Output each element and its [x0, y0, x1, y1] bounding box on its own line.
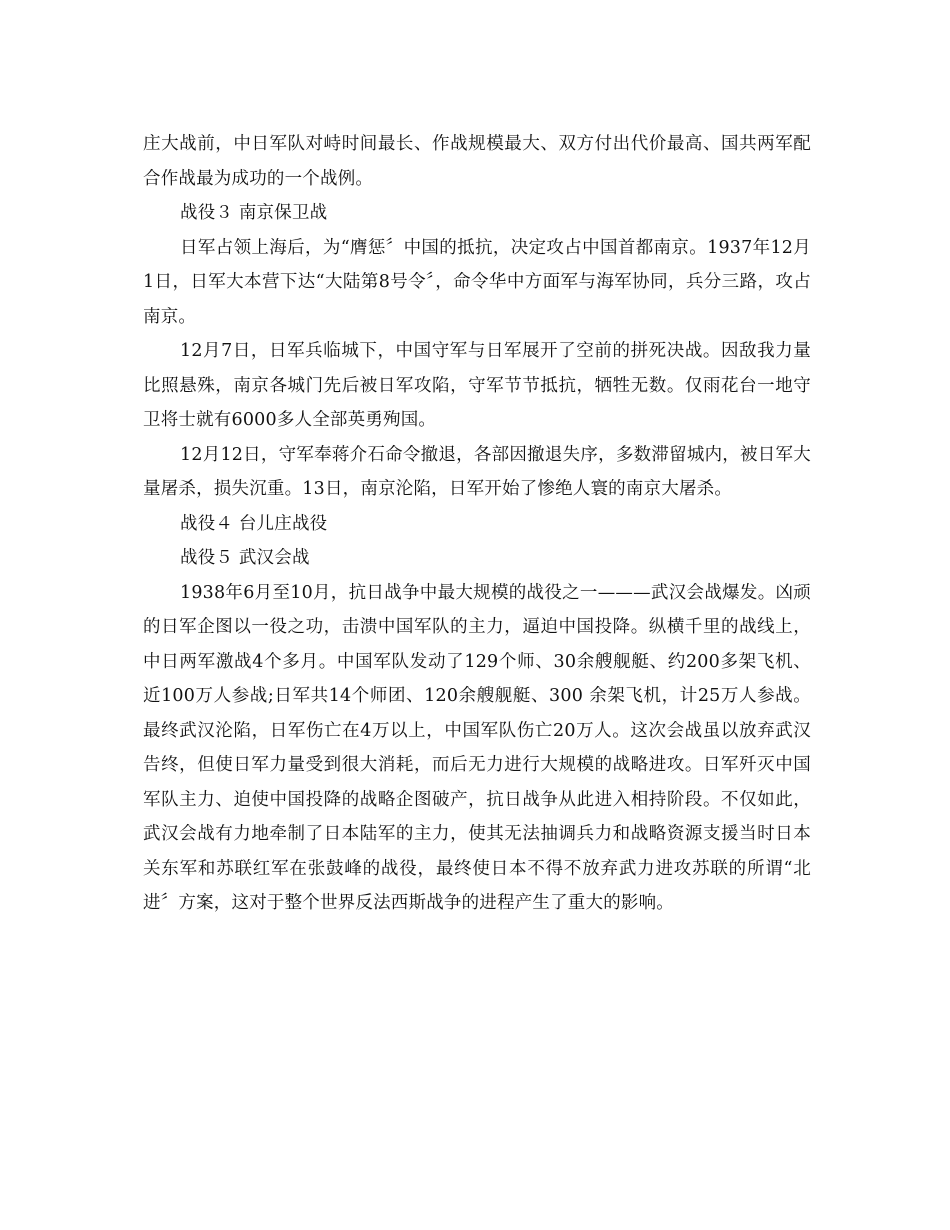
section-heading-taierzhuang: 战役４ 台儿庄战役 [180, 513, 328, 534]
document-body [143, 127, 811, 921]
paragraph-nanjing-3: 12月12日，守军奉蒋介石命令撤退，各部因撤退失序，多数滞留城内，被日军大量屠杀，损失沉重。13日，南京沦陷，日军开始了惨绝人寰的南京大屠杀。 [143, 444, 811, 499]
section-heading-nanjing: 战役３ 南京保卫战 [180, 203, 328, 223]
paragraph-intro-continuation: 庄大战前，中日军队对峙时间最长、作战规模最大、双方付出代价最高、国共两军配合作战最为成功的一个战例。 [143, 134, 811, 189]
section-heading-wuhan: 战役５ 武汉会战 [180, 548, 310, 568]
paragraph-wuhan: 1938年6月至10月，抗日战争中最大规模的战役之一———武汉会战爆发。凶顽的日军企图以一役之功，击溃中国军队的主力，逼迫中国投降。纵横千里的战线上，中日两军激战4个多月。中国军队发动了129个师、30余艘舰艇、约200多架飞机、近100万人参战;日军共14个师团、120余艘舰艇、300 余架飞机，计25万人参战。最终武汉沦陷，日军伤亡在4万以上，中国军队伤亡20万人。这次会战虽以放弃武汉告终，但使日军力量受到很大消耗，而后无力进行大规模的战略进攻。日军歼灭中国军队主力、迫使中国投降的战略企图破产，抗日战争从此进入相持阶段。不仅如此，武汉会战有力地牵制了日本陆军的主力，使其无法抽调兵力和战略资源支援当时日本关东军和苏联红军在张鼓峰的战役，最终使日本不得不放弃武力进攻苏联的所谓“北进〞方案，这对于整个世界反法西斯战争的进程产生了重大的影响。 [143, 582, 811, 913]
paragraph-nanjing-1: 日军占领上海后，为“膺惩〞中国的抵抗，决定攻占中国首都南京。1937年12月1日，日军大本营下达“大陆第8号令〞，命令华中方面军与海军协同，兵分三路，攻占南京。 [143, 237, 811, 327]
paragraph-nanjing-2: 12月7日，日军兵临城下，中国守军与日军展开了空前的拼死决战。因敌我力量比照悬殊，南京各城门先后被日军攻陷，守军节节抵抗，牺牲无数。仅雨花台一地守卫将士就有6000多人全部英勇殉国。 [143, 341, 811, 430]
